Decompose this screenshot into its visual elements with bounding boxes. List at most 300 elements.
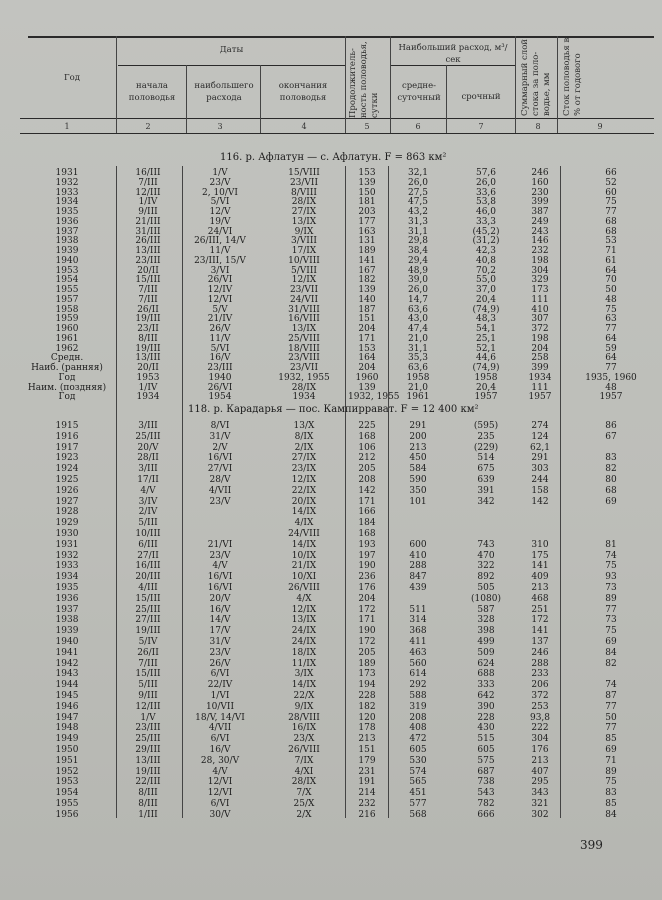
flood-end-cell: 24/IX	[291, 637, 317, 647]
instant-discharge-cell: 892	[477, 572, 495, 583]
flood-end-cell: 10/XI	[291, 572, 317, 583]
flood-runoff-pct-cell: 61	[605, 255, 617, 266]
year-cell: 1925	[55, 475, 79, 485]
year-cell: 1939	[55, 246, 79, 256]
flood-start-cell: 25/III	[135, 734, 161, 745]
duration-cell: 212	[358, 453, 376, 464]
max-discharge-date-cell: 2/V	[212, 442, 228, 453]
flood-start-cell: 7/III	[138, 294, 158, 305]
duration-cell: 151	[358, 314, 376, 325]
instant-discharge-cell: 430	[477, 723, 495, 734]
year-cell: 1948	[55, 723, 79, 734]
flood-end-cell: 25/VIII	[288, 333, 320, 344]
instant-discharge-cell: 48,3	[475, 314, 497, 325]
duration-cell: 171	[358, 333, 376, 344]
year-cell: 1960	[55, 324, 79, 334]
flood-end-cell: 1932, 1955	[278, 372, 330, 383]
column-number: 6	[415, 122, 421, 131]
flood-end-cell: 22/IX	[291, 485, 317, 496]
runoff-layer-header: Суммарный слой стока за поло- водье, мм	[520, 39, 552, 116]
flood-start-cell: 1/IV	[138, 197, 158, 208]
instant-discharge-cell: 1958	[474, 372, 498, 383]
mean-daily-discharge-cell: 21,0	[407, 382, 429, 393]
table-row	[0, 605, 662, 616]
max-discharge-date-cell: 21/IV	[207, 314, 233, 325]
year-cell: Наим. (поздняя)	[27, 382, 107, 393]
year-cell: 1949	[55, 734, 79, 745]
flood-end-cell: 14/IX	[291, 680, 317, 691]
max-discharge-date-cell: 23/V	[209, 550, 231, 561]
duration-cell: 203	[358, 207, 376, 217]
runoff-layer-cell: 304	[531, 265, 549, 276]
flood-start-cell: 26/III	[135, 236, 161, 247]
table-row	[0, 702, 662, 713]
duration-cell: 236	[358, 572, 376, 583]
duration-cell: 182	[358, 701, 376, 712]
max-discharge-date-cell: 6/VI	[210, 734, 230, 745]
flood-end-cell: 28/IX	[291, 777, 317, 788]
max-discharge-date-cell: 12/VI	[207, 777, 233, 788]
flood-runoff-pct-cell: 68	[605, 226, 617, 237]
flood-end-cell: 28/IX	[291, 382, 317, 393]
mean-daily-discharge-cell: 47,5	[407, 197, 429, 208]
duration-cell: 168	[358, 529, 376, 539]
flood-runoff-pct-cell: 69	[605, 637, 617, 647]
runoff-layer-cell: 206	[531, 680, 549, 691]
instant-discharge-cell: 666	[477, 809, 495, 820]
flood-end-cell: 1934	[292, 392, 316, 403]
duration-cell: 208	[358, 475, 376, 485]
max-discharge-date-cell: 26/III, 14/V	[194, 236, 246, 247]
flood-start-cell: 17/II	[137, 475, 159, 485]
runoff-layer-cell: 274	[531, 421, 549, 431]
flood-runoff-pct-cell: 50	[605, 712, 617, 723]
max-discharge-date-cell: 28, 30/V	[200, 755, 240, 766]
flood-end-cell: 4/XI	[294, 766, 314, 777]
max-discharge-date-cell: 16/VI	[207, 583, 233, 593]
mean-daily-discharge-cell: 101	[409, 496, 427, 507]
year-cell: 1929	[55, 518, 79, 529]
mean-daily-discharge-cell: 27,5	[407, 187, 429, 198]
mean-daily-discharge-cell: 584	[409, 464, 427, 475]
flood-runoff-pct-cell: 75	[605, 626, 617, 637]
flood-end-cell: 15/VIII	[288, 168, 320, 178]
flood-runoff-pct-cell: 64	[605, 353, 617, 364]
mean-daily-discharge-cell: 560	[409, 658, 427, 669]
duration-cell: 225	[358, 421, 376, 431]
duration-cell: 182	[358, 275, 376, 286]
runoff-layer-cell: 111	[531, 382, 549, 393]
max-discharge-date-cell: 26/VI	[207, 382, 233, 393]
duration-cell: 173	[358, 669, 376, 680]
instant-discharge-cell: 53,8	[475, 197, 497, 208]
flood-end-cell: 14/IX	[291, 507, 317, 518]
mean-daily-discharge-cell: 200	[409, 431, 427, 442]
mean-daily-discharge-cell: 48,9	[407, 265, 429, 276]
max-discharge-date-cell: 16/V	[209, 604, 231, 615]
flood-runoff-pct-cell: 64	[605, 333, 617, 344]
runoff-layer-cell: 410	[531, 304, 549, 315]
flood-start-cell: 1953	[136, 372, 160, 383]
duration-cell: 190	[358, 626, 376, 637]
year-cell: 1954	[55, 788, 79, 799]
flood-runoff-pct-cell: 75	[605, 304, 617, 315]
flood-end-cell: 18/IX	[291, 647, 317, 658]
flood-start-cell: 22/III	[135, 777, 161, 788]
duration-cell: 167	[358, 265, 376, 276]
flood-start-cell: 4/III	[138, 583, 158, 593]
flood-start-cell: 7/III	[138, 285, 158, 295]
runoff-layer-cell: 198	[531, 255, 549, 266]
mean-daily-discharge-cell: 26,0	[407, 285, 429, 295]
duration-cell: 187	[358, 304, 376, 315]
year-cell: 1955	[55, 285, 79, 295]
flood-runoff-pct-cell: 77	[605, 604, 617, 615]
flood-start-cell: 13/III	[135, 353, 161, 364]
flood-runoff-pct-cell: 73	[605, 615, 617, 626]
table-row	[0, 529, 662, 540]
year-cell: 1937	[55, 604, 79, 615]
instant-discharge-cell: 54,1	[475, 324, 497, 334]
flood-end-cell: 28/VIII	[288, 712, 320, 723]
duration-cell: 193	[358, 539, 376, 550]
instant-discharge-cell: 509	[477, 647, 495, 658]
max-discharge-date-cell: 4/VII	[208, 485, 232, 496]
flood-end-cell: 4/X	[296, 593, 312, 604]
flood-start-cell: 19/III	[135, 343, 161, 354]
instant-discharge-cell: 44,6	[475, 353, 497, 364]
max-discharge-date-cell: 6/VI	[210, 799, 230, 809]
table-row	[0, 777, 662, 788]
instant-discharge-cell: 46,0	[475, 207, 497, 217]
year-cell: 1962	[55, 343, 79, 354]
mean-daily-discharge-cell: 463	[409, 647, 427, 658]
year-cell: 1934	[55, 572, 79, 583]
table-row	[0, 507, 662, 518]
flood-start-cell: 27/II	[137, 550, 159, 561]
duration-cell: 205	[358, 464, 376, 475]
mean-daily-discharge-cell: 213	[409, 442, 427, 453]
max-discharge-date-cell: 12/IV	[207, 285, 233, 295]
flood-runoff-pct-cell: 85	[605, 734, 617, 745]
mean-daily-discharge-cell: 600	[409, 539, 427, 550]
mean-daily-discharge-cell: 1961	[406, 392, 430, 403]
duration-cell: 163	[358, 226, 376, 237]
flood-end-cell: 11/IX	[291, 658, 317, 669]
mean-daily-discharge-cell: 32,1	[407, 168, 429, 178]
mean-daily-discharge-cell: 288	[409, 561, 427, 572]
max-discharge-date-cell: 22/IV	[207, 680, 233, 691]
flood-end-cell: 26/VIII	[288, 583, 320, 593]
table-row	[0, 767, 662, 778]
year-cell: 1958	[55, 304, 79, 315]
flood-runoff-pct-cell: 48	[605, 294, 617, 305]
section-118-title: 118. р. Карадарья — пос. Кампиррават. F = 12 400 км²	[188, 404, 479, 415]
flood-start-cell: 15/III	[135, 669, 161, 680]
year-cell: Средн.	[50, 353, 84, 364]
table-row	[0, 518, 662, 529]
max-discharge-date-cell: 6/VI	[210, 669, 230, 680]
instant-discharge-cell: (74,9)	[472, 304, 500, 315]
mean-daily-discharge-cell: 31,1	[407, 226, 429, 237]
instant-discharge-cell: 515	[477, 734, 495, 745]
duration-cell: 204	[358, 324, 376, 334]
runoff-layer-cell: 251	[531, 604, 549, 615]
max-discharge-date-cell: 11/V	[209, 246, 231, 256]
flood-runoff-pct-cell: 81	[605, 539, 617, 550]
flood-end-cell: 23/VII	[289, 177, 319, 188]
flood-start-cell: 6/III	[138, 539, 158, 550]
flood-start-cell: 7/III	[138, 177, 158, 188]
flood-end-cell: 22/X	[293, 691, 315, 701]
header-divider	[557, 36, 558, 133]
flood-end-cell: 7/X	[296, 788, 312, 799]
flood-start-cell: 13/III	[135, 755, 161, 766]
flood-runoff-pct-cell: 80	[605, 475, 617, 485]
flood-runoff-pct-cell: 77	[605, 324, 617, 334]
year-cell: 1956	[55, 809, 79, 820]
year-header: Год	[64, 73, 80, 83]
year-cell: 1957	[55, 294, 79, 305]
flood-start-cell: 9/III	[138, 691, 158, 701]
runoff-layer-cell: 302	[531, 809, 549, 820]
runoff-layer-cell: 62,1	[529, 442, 551, 453]
flood-start-cell: 1/V	[140, 712, 156, 723]
table-row	[0, 648, 662, 659]
mean-daily-discharge-cell: 208	[409, 712, 427, 723]
instant-discharge-cell: 587	[477, 604, 495, 615]
table-row	[0, 486, 662, 497]
flood-end-cell: 20/IX	[291, 496, 317, 507]
runoff-layer-cell: 230	[531, 187, 549, 198]
runoff-layer-cell: 141	[531, 626, 549, 637]
runoff-layer-cell: 141	[531, 561, 549, 572]
instant-discharge-cell: (31,2)	[472, 236, 500, 247]
runoff-layer-cell: 310	[531, 539, 549, 550]
table-row	[0, 443, 662, 454]
flood-runoff-pct-cell: 89	[605, 593, 617, 604]
duration-cell: 131	[358, 236, 376, 247]
year-cell: 1931	[55, 539, 79, 550]
flood-end-cell: 3/IX	[294, 669, 314, 680]
flood-runoff-pct-cell: 87	[605, 691, 617, 701]
instant-discharge-cell: 42,3	[475, 246, 497, 256]
flood-runoff-pct-cell: 77	[605, 207, 617, 217]
duration-cell: 191	[358, 777, 376, 788]
year-cell: 1946	[55, 701, 79, 712]
duration-cell: 228	[358, 691, 376, 701]
max-discharge-date-cell: 23/V	[209, 496, 231, 507]
flood-start-cell: 31/III	[135, 226, 161, 237]
runoff-layer-cell: 1957	[528, 392, 552, 403]
max-discharge-date-cell: 24/VI	[207, 226, 233, 237]
flood-runoff-pct-cell: 73	[605, 583, 617, 593]
instant-discharge-cell: 25,1	[475, 333, 497, 344]
flood-runoff-pct-cell: 53	[605, 236, 617, 247]
duration-cell: 172	[358, 637, 376, 647]
max-discharge-date-cell: 3/VI	[210, 265, 230, 276]
year-cell: 1927	[55, 496, 79, 507]
flood-end-cell: 14/IX	[291, 539, 317, 550]
flood-end-cell: 13/IX	[291, 216, 317, 227]
flood-start-cell: 5/III	[138, 518, 158, 529]
mean-daily-discharge-cell: 472	[409, 734, 427, 745]
year-cell: 1947	[55, 712, 79, 723]
flood-start-cell: 8/III	[138, 799, 158, 809]
flood-runoff-pct-cell: 93	[605, 572, 617, 583]
instant-discharge-cell: 505	[477, 583, 495, 593]
mean-daily-discharge-cell: 292	[409, 680, 427, 691]
mean-daily-discharge-cell: 31,1	[407, 343, 429, 354]
flood-start-cell: 2/IV	[138, 507, 158, 518]
instant-discharge-cell: (229)	[473, 442, 499, 453]
runoff-layer-cell: 258	[531, 353, 549, 364]
flood-runoff-pct-cell: 69	[605, 496, 617, 507]
runoff-layer-cell: 387	[531, 207, 549, 217]
runoff-layer-cell: 399	[531, 197, 549, 208]
max-discharge-date-cell: 4/V	[212, 766, 228, 777]
flood-runoff-pct-cell: 68	[605, 485, 617, 496]
flood-runoff-pct-cell: 52	[605, 177, 617, 188]
flood-start-cell: 28/II	[137, 453, 159, 464]
mean-daily-discharge-cell: 614	[409, 669, 427, 680]
duration-cell: 231	[358, 766, 376, 777]
mean-daily-discharge-cell: 565	[409, 777, 427, 788]
year-cell: 1937	[55, 226, 79, 237]
flood-runoff-pct-header: Сток половодья в % от годового	[562, 37, 583, 116]
flood-end-cell: 5/VIII	[291, 265, 317, 276]
page-number: 399	[580, 838, 603, 852]
runoff-layer-cell: 372	[531, 324, 549, 334]
instant-discharge-cell: 33,6	[475, 187, 497, 198]
year-cell: 1940	[55, 637, 79, 647]
duration-cell: 181	[358, 197, 376, 208]
year-cell: 1928	[55, 507, 79, 518]
flood-start-cell: 21/III	[135, 216, 161, 227]
table-row	[0, 799, 662, 810]
instant-discharge-cell: 499	[477, 637, 495, 647]
runoff-layer-cell: 307	[531, 314, 549, 325]
table-row	[0, 659, 662, 670]
year-cell: 1934	[55, 197, 79, 208]
mean-daily-discharge-cell: 450	[409, 453, 427, 464]
mean-daily-discharge-cell: 568	[409, 809, 427, 820]
flood-runoff-pct-cell: 68	[605, 216, 617, 227]
table-row	[0, 691, 662, 702]
year-cell: 1955	[55, 799, 79, 809]
runoff-layer-cell: 288	[531, 658, 549, 669]
mean-daily-discharge-cell: 14,7	[407, 294, 429, 305]
runoff-layer-cell: 246	[531, 168, 549, 178]
year-cell: 1935	[55, 583, 79, 593]
table-top-rule	[28, 36, 654, 38]
mean-daily-discharge-cell: 35,3	[407, 353, 429, 364]
year-cell: 1933	[55, 187, 79, 198]
flood-end-cell: 2/X	[296, 809, 312, 820]
year-cell: 1952	[55, 766, 79, 777]
mean-daily-discharge-cell: 411	[409, 637, 427, 647]
max-discharge-date-cell: 16/VI	[207, 453, 233, 464]
flood-start-cell: 20/II	[137, 265, 159, 276]
flood-end-cell: 23/VII	[289, 363, 319, 373]
table-row	[0, 734, 662, 745]
flood-end-cell: 9/IX	[294, 226, 314, 237]
flood-end-cell: 17/IX	[291, 246, 317, 256]
instant-discharge-cell: 333	[477, 680, 495, 691]
duration-cell: 232	[358, 799, 376, 809]
max-discharge-date-cell: 31/V	[209, 637, 231, 647]
flood-end-cell: 26/VIII	[288, 745, 320, 755]
instant-discharge-cell: 52,1	[475, 343, 497, 354]
flood-end-cell: 25/X	[293, 799, 315, 809]
duration-cell: 168	[358, 431, 376, 442]
flood-start-cell: 15/III	[135, 593, 161, 604]
table-row	[0, 551, 662, 562]
instant-discharge-cell: 398	[477, 626, 495, 637]
duration-cell: 178	[358, 723, 376, 734]
runoff-layer-cell: 329	[531, 275, 549, 286]
table-row	[0, 392, 662, 403]
runoff-layer-cell: 243	[531, 226, 549, 237]
year-cell: 1931	[55, 168, 79, 178]
table-row	[0, 723, 662, 734]
max-discharge-date-cell: 18/V, 14/VI	[195, 712, 245, 723]
flood-start-cell: 15/III	[135, 275, 161, 286]
duration-cell: 213	[358, 734, 376, 745]
flood-end-cell: 8/IX	[294, 431, 314, 442]
flood-start-cell: 1/III	[138, 809, 158, 820]
flood-start-cell: 26/II	[137, 647, 159, 658]
flood-runoff-pct-cell: 67	[605, 431, 617, 442]
mean-daily-discharge-cell: 408	[409, 723, 427, 734]
year-cell: 1923	[55, 453, 79, 464]
duration-cell: 171	[358, 615, 376, 626]
duration-cell: 106	[358, 442, 376, 453]
duration-cell: 139	[358, 382, 376, 393]
max-discharge-header: Наибольший расход, м³/сек	[398, 43, 508, 65]
flood-runoff-pct-cell: 1935, 1960	[585, 372, 637, 383]
max-discharge-date-cell: 8/VI	[210, 421, 230, 431]
flood-start-cell: 16/III	[135, 168, 161, 178]
flood-start-cell: 13/III	[135, 246, 161, 256]
mean-daily-discharge-cell: 530	[409, 755, 427, 766]
instant-discharge-cell: (595)	[473, 421, 499, 431]
flood-end-cell: 13/IX	[291, 324, 317, 334]
table-row	[0, 475, 662, 486]
max-discharge-date-cell: 16/V	[209, 353, 231, 364]
flood-end-cell: 16/IX	[291, 723, 317, 734]
max-discharge-date-cell: 12/VI	[207, 788, 233, 799]
duration-cell: 140	[358, 294, 376, 305]
max-discharge-date-cell: 23/V	[209, 177, 231, 188]
flood-end-cell: 2/IX	[294, 442, 314, 453]
instant-discharge-cell: 235	[477, 431, 495, 442]
year-cell: 1941	[55, 647, 79, 658]
duration-cell: 1960	[355, 372, 379, 383]
mean-daily-discharge-cell: 577	[409, 799, 427, 809]
flood-end-cell: 13/IX	[291, 615, 317, 626]
flood-start-cell: 8/III	[138, 788, 158, 799]
max-discharge-date-cell: 17/V	[209, 626, 231, 637]
flood-start-cell: 29/III	[135, 745, 161, 755]
max-discharge-date-cell: 5/VI	[210, 197, 230, 208]
flood-runoff-pct-cell: 83	[605, 453, 617, 464]
table-row	[0, 540, 662, 551]
max-discharge-date-cell: 12/VI	[207, 294, 233, 305]
mean-daily-discharge-cell: 605	[409, 745, 427, 755]
duration-cell: 197	[358, 550, 376, 561]
duration-cell: 153	[358, 168, 376, 178]
